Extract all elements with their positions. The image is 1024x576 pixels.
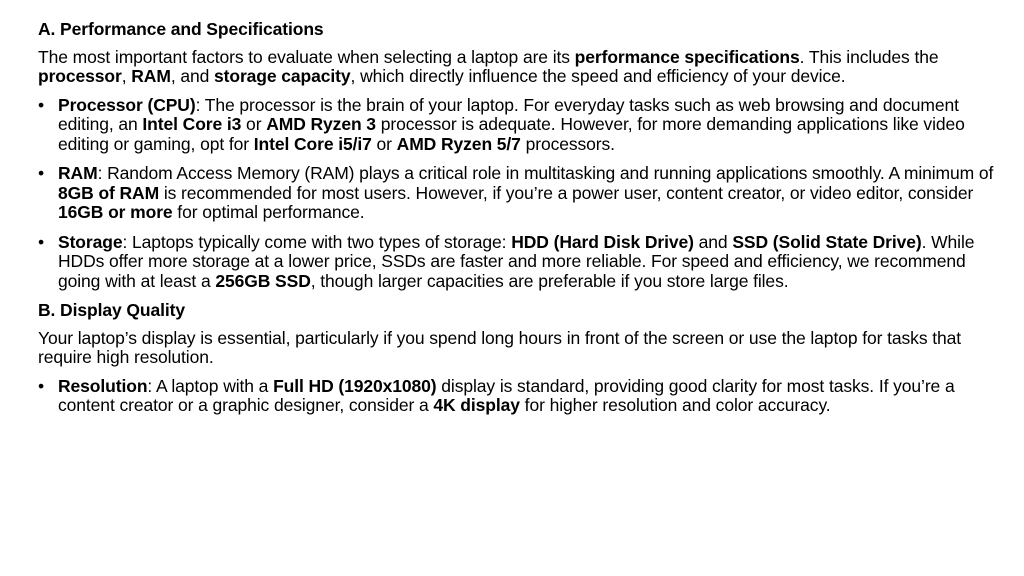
- intro-text: , and: [170, 66, 215, 86]
- slide-content: [38, 20, 998, 426]
- bullet-list-performance: [38, 96, 998, 292]
- bullet-text: for optimal performance.: [172, 202, 365, 222]
- bullet-item-ram: [38, 164, 998, 223]
- bullet-item-storage: [38, 233, 998, 292]
- bullet-text: and: [693, 231, 733, 252]
- bullet-text: : Random Access Memory (RAM) plays a critical role in multitasking and running applications smoothly. A minimum of: [97, 163, 994, 183]
- bullet-item-resolution: [38, 377, 998, 416]
- bullet-text: is recommended for most users. However, if you’re a power user, content creator, or video editor, consider: [159, 182, 974, 203]
- bullet-text: for higher resolution and color accuracy.: [519, 395, 831, 415]
- bullet-emphasis: AMD Ryzen 5/7: [396, 133, 521, 154]
- intro-emphasis: performance specifications: [574, 46, 800, 67]
- bullet-list-display: [38, 377, 998, 416]
- bullet-emphasis: 16GB or more: [58, 202, 173, 222]
- bullet-text: : Laptops typically come with two types of storage:: [122, 231, 512, 252]
- bullet-emphasis: 256GB SSD: [215, 270, 311, 291]
- bullet-emphasis: 4K display: [433, 395, 520, 415]
- bullet-item-processor: [38, 96, 998, 155]
- intro-text: , which directly influence the speed and efficiency of your device.: [350, 66, 846, 86]
- bullet-emphasis: HDD (Hard Disk Drive): [511, 231, 694, 252]
- bullet-emphasis: Full HD (1920x1080): [273, 375, 437, 396]
- section-intro-display: [38, 329, 998, 368]
- bullet-emphasis: SSD (Solid State Drive): [732, 231, 922, 252]
- bullet-emphasis: Intel Core i3: [142, 114, 242, 134]
- bullet-text: or: [371, 133, 397, 154]
- section-heading-display: B. Display Quality: [38, 300, 185, 320]
- bullet-label: Resolution: [58, 375, 148, 396]
- bullet-emphasis: Intel Core i5/i7: [253, 133, 372, 154]
- bullet-label: RAM: [58, 163, 98, 183]
- intro-text: Your laptop’s display is essential, particularly if you spend long hours in front of the screen or use the laptop for tasks that require high resolution.: [38, 327, 962, 367]
- intro-emphasis: processor: [38, 66, 122, 86]
- bullet-text: . While HDDs offer more storage at a lower price, SSDs are faster and more reliable. For speed and efficiency, we recommend going with at least a: [58, 231, 975, 291]
- bullet-label: Storage: [58, 231, 123, 252]
- intro-emphasis: RAM: [131, 66, 171, 86]
- bullet-text: processor is adequate. However, for more demanding applications like video editing or gaming, opt for: [58, 114, 965, 154]
- bullet-label: Processor (CPU): [58, 94, 196, 115]
- bullet-text: : A laptop with a: [147, 375, 274, 396]
- bullet-text: display is standard, providing good clarity for most tasks. If you’re a content creator or a graphic designer, consider a: [58, 375, 955, 415]
- intro-text: . This includes the: [799, 46, 939, 67]
- intro-text: ,: [121, 66, 132, 86]
- bullet-text: : The processor is the brain of your laptop. For everyday tasks such as web browsing and document editing, an: [58, 94, 959, 134]
- intro-text: The most important factors to evaluate when selecting a laptop are its: [38, 46, 575, 67]
- bullet-text: , though larger capacities are preferable if you store large files.: [310, 270, 789, 291]
- bullet-emphasis: 8GB of RAM: [58, 182, 160, 203]
- bullet-text: processors.: [520, 133, 615, 154]
- section-heading-performance: A. Performance and Specifications: [38, 19, 324, 39]
- intro-emphasis: storage capacity: [214, 66, 351, 86]
- bullet-emphasis: AMD Ryzen 3: [266, 114, 376, 134]
- bullet-text: or: [241, 114, 267, 134]
- section-intro-performance: [38, 48, 998, 87]
